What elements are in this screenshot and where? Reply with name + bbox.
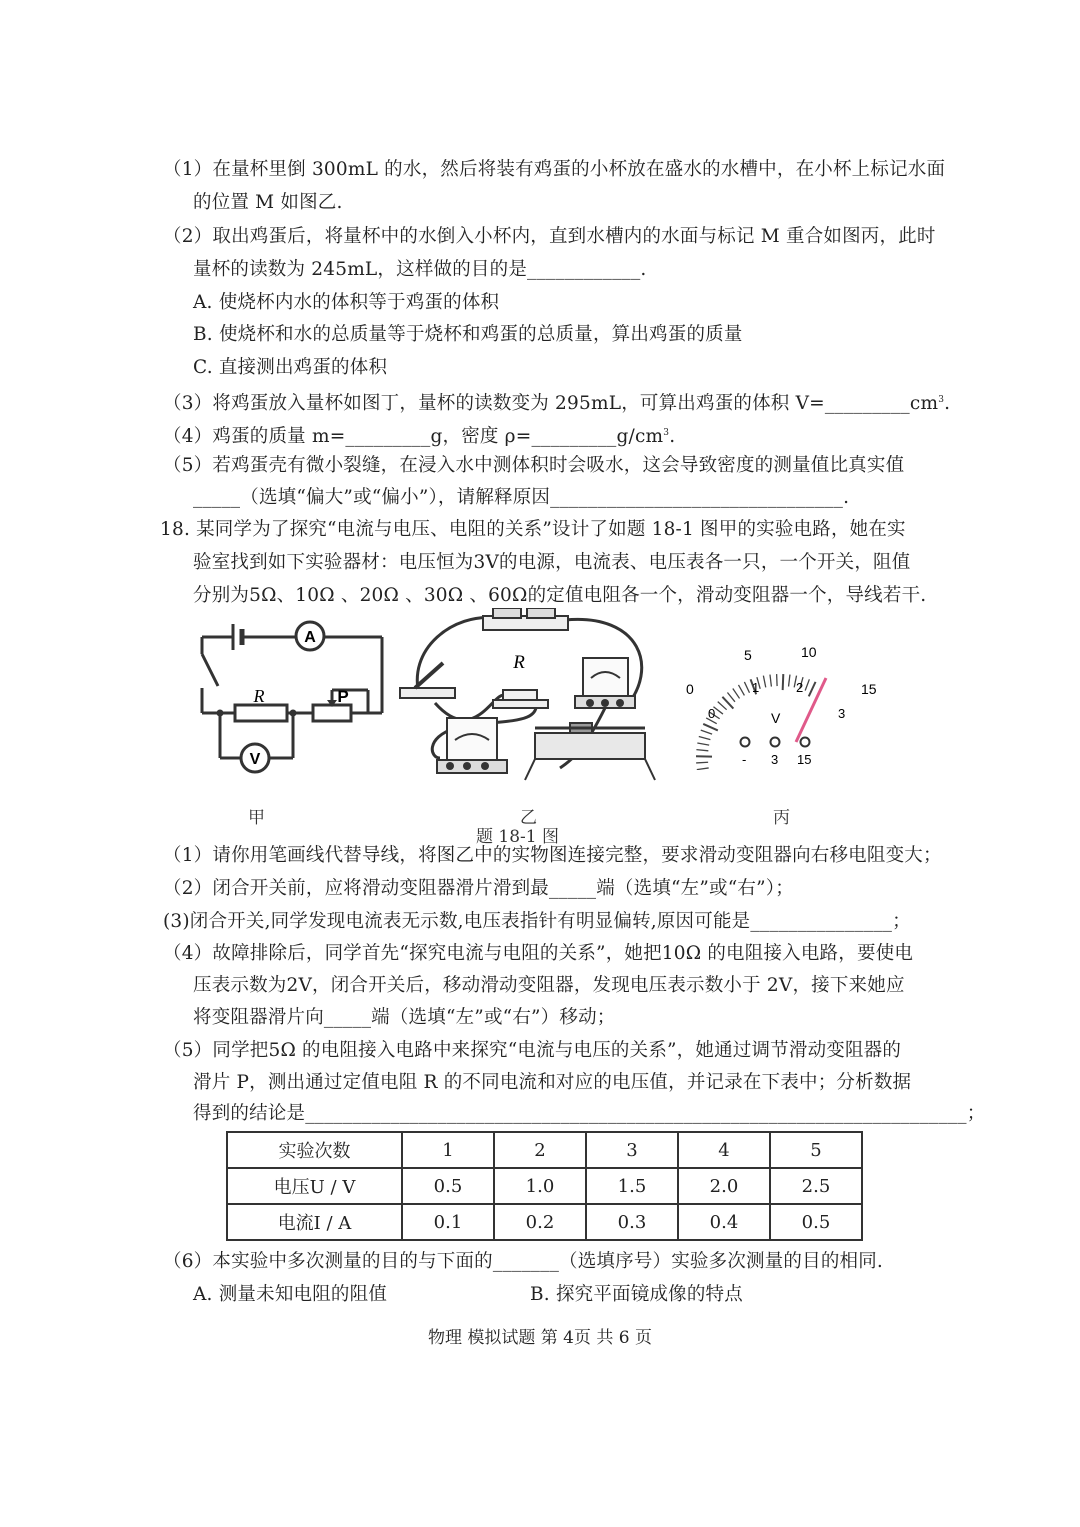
table-cell: 0.4 bbox=[678, 1204, 770, 1240]
terminal-label-15: 15 bbox=[797, 752, 812, 767]
q17-option-b: B. 使烧杯和水的总质量等于烧杯和鸡蛋的总质量，算出鸡蛋的质量 bbox=[193, 324, 743, 345]
q18-item5-line2: 滑片 P，测出通过定值电阻 R 的不同电流和对应的电压值，并记录在下表中；分析数据 bbox=[193, 1072, 912, 1093]
q18-item6-option-a: A. 测量未知电阻的阻值 bbox=[193, 1284, 388, 1305]
q17-part4-sup: 3 bbox=[663, 428, 670, 438]
q17-part5-line1: （5）若鸡蛋壳有微小裂缝，在浸入水中测体积时会吸水，这会导致密度的测量值比真实值 bbox=[163, 455, 905, 476]
figure-label-bing: 丙 bbox=[773, 808, 790, 828]
dial-tick bbox=[809, 682, 816, 696]
voltmeter-label: V bbox=[249, 751, 261, 768]
table-cell: 0.5 bbox=[770, 1204, 862, 1240]
dial-tick bbox=[783, 674, 784, 690]
q18-stem-line2: 验室找到如下实验器材：电压恒为3V的电源，电流表、电压表各一只，一个开关，阻值 bbox=[193, 552, 911, 573]
table-cell: 电流I / A bbox=[227, 1204, 402, 1240]
resistor-label: R bbox=[253, 686, 265, 706]
dial-tick bbox=[696, 750, 708, 751]
table-row-header bbox=[227, 1132, 862, 1168]
table-cell: 1.5 bbox=[586, 1168, 678, 1204]
q18-item1: （1）请你用笔画线代替导线，将图乙中的实物图连接完整，要求滑动变阻器向右移电阻变大； bbox=[163, 845, 942, 866]
bottom-scale-1: 1 bbox=[752, 680, 760, 695]
top-scale-zero: 0 bbox=[686, 681, 694, 697]
bottom-scale-3: 3 bbox=[838, 706, 846, 721]
q17-part3-end: . bbox=[944, 393, 951, 415]
bottom-scale-2: 2 bbox=[796, 680, 804, 695]
q18-item2: （2）闭合开关前，应将滑动变阻器滑片滑到最_____端（选填“左”或“右”）； bbox=[163, 878, 794, 899]
q18-stem-line1: 18. 某同学为了探究“电流与电压、电阻的关系”设计了如题 18-1 图甲的实验电路，她在实 bbox=[160, 519, 906, 540]
q17-part4-end: . bbox=[669, 426, 676, 448]
dial-tick bbox=[789, 675, 790, 687]
dial-tick bbox=[701, 730, 712, 734]
dial-tick bbox=[733, 689, 740, 699]
table-cell: 实验次数 bbox=[227, 1132, 402, 1168]
figure-label-jia: 甲 bbox=[248, 808, 265, 828]
ammeter-label: A bbox=[304, 629, 316, 646]
table-cell: 5 bbox=[770, 1132, 862, 1168]
data-table bbox=[226, 1131, 863, 1241]
slider-label: P bbox=[337, 687, 349, 706]
dial-tick bbox=[744, 682, 749, 693]
table-cell: 3 bbox=[586, 1132, 678, 1168]
table-cell: 2.5 bbox=[770, 1168, 862, 1204]
terminal-label-3: 3 bbox=[771, 752, 779, 767]
table-cell: 0.5 bbox=[402, 1168, 494, 1204]
dial-tick bbox=[763, 676, 765, 688]
q17-part1-line1: （1）在量杯里倒 300mL 的水，然后将装有鸡蛋的小杯放在盛水的水槽中，在小杯上标记水面 bbox=[163, 159, 946, 180]
q18-stem-line3: 分别为5Ω、10Ω 、20Ω 、30Ω 、60Ω的定值电阻各一个，滑动变阻器一个，导线若干. bbox=[193, 585, 927, 606]
q17-part5-line2: _____（选填“偏大”或“偏小”），请解释原因_______________________________. bbox=[193, 487, 850, 508]
q18-item6: （6）本实验中多次测量的目的与下面的_______（选填序号）实验多次测量的目的相同. bbox=[163, 1251, 884, 1272]
q17-option-a: A. 使烧杯内水的体积等于鸡蛋的体积 bbox=[193, 292, 500, 313]
q17-part3-text: （3）将鸡蛋放入量杯如图丁，量杯的读数变为 295mL，可算出鸡蛋的体积 V=_________cm bbox=[163, 393, 939, 415]
apparatus-figure-yi bbox=[395, 608, 660, 793]
page-footer: 物理 模拟试题 第 4页 共 6 页 bbox=[427, 1328, 653, 1348]
q18-item4-line3: 将变阻器滑片向_____端（选填“左”或“右”）移动； bbox=[193, 1007, 616, 1028]
dial-tick bbox=[697, 768, 709, 770]
dial-tick bbox=[697, 743, 709, 745]
q18-item4-line1: （4）故障排除后，同学首先“探究电流与电阻的关系”，她把10Ω 的电阻接入电路，要使电 bbox=[163, 943, 914, 964]
terminal-3 bbox=[771, 738, 780, 747]
q18-item4-line2: 压表示数为2V，闭合开关后，移动滑动变阻器，发现电压表示数小于 2V，接下来她应 bbox=[193, 975, 905, 996]
q17-part4-text: （4）鸡蛋的质量 m=_________g，密度 ρ=_________g/cm bbox=[163, 426, 664, 448]
q17-option-c: C. 直接测出鸡蛋的体积 bbox=[193, 357, 388, 378]
dial-tick bbox=[727, 692, 735, 701]
bottom-scale-0: 0 bbox=[708, 706, 716, 721]
table-cell: 2 bbox=[494, 1132, 586, 1168]
q17-part2-line1: （2）取出鸡蛋后，将量杯中的水倒入小杯内，直到水槽内的水面与标记 M 重合如图丙，此时 bbox=[163, 226, 936, 247]
q18-item6-option-b: B. 探究平面镜成像的特点 bbox=[530, 1284, 743, 1305]
figure-label-yi: 乙 bbox=[520, 808, 537, 828]
q17-part3 bbox=[163, 388, 950, 416]
dial-tick bbox=[805, 679, 809, 690]
terminal-label-negative: - bbox=[742, 752, 747, 767]
q18-item5-line1: （5）同学把5Ω 的电阻接入电路中来探究“电流与电压的关系”，她通过调节滑动变阻器的 bbox=[163, 1040, 902, 1061]
meter-unit: V bbox=[771, 710, 781, 726]
q17-part2-line2: 量杯的读数为 245mL，这样做的目的是____________. bbox=[193, 259, 647, 280]
dial-tick bbox=[703, 724, 718, 730]
voltmeter-dial-bing bbox=[678, 640, 883, 770]
q17-part3-sup: 3 bbox=[938, 395, 945, 405]
table-cell: 1.0 bbox=[494, 1168, 586, 1204]
dial-tick bbox=[738, 685, 744, 695]
terminal-15 bbox=[801, 738, 810, 747]
circuit-diagram-jia bbox=[190, 612, 400, 787]
table-cell: 2.0 bbox=[678, 1168, 770, 1204]
table-cell: 0.3 bbox=[586, 1204, 678, 1240]
q18-item5-line3: 得到的结论是______________________________________________________________________； bbox=[193, 1103, 986, 1124]
top-scale-15: 15 bbox=[861, 681, 877, 697]
q17-part4 bbox=[163, 421, 675, 449]
table-cell: 4 bbox=[678, 1132, 770, 1168]
table-row-voltage bbox=[227, 1168, 862, 1204]
top-scale-5: 5 bbox=[744, 647, 752, 663]
dial-tick bbox=[696, 762, 708, 763]
q18-item3: (3)闭合开关,同学发现电流表无示数,电压表指针有明显偏转,原因可能是_______________； bbox=[163, 911, 911, 932]
table-cell: 1 bbox=[402, 1132, 494, 1168]
q17-part1-line2: 的位置 M 如图乙. bbox=[193, 192, 343, 213]
apparatus-resistor-label: R bbox=[513, 652, 525, 673]
dial-tick bbox=[770, 675, 771, 687]
table-cell: 电压U / V bbox=[227, 1168, 402, 1204]
figure-caption: 题 18-1 图 bbox=[476, 827, 559, 847]
dial-tick bbox=[699, 736, 711, 739]
terminal-negative bbox=[741, 738, 750, 747]
table-row-current bbox=[227, 1204, 862, 1240]
table-cell: 0.2 bbox=[494, 1204, 586, 1240]
dial-tick bbox=[718, 702, 727, 710]
top-scale-10: 10 bbox=[801, 644, 817, 660]
table-cell: 0.1 bbox=[402, 1204, 494, 1240]
